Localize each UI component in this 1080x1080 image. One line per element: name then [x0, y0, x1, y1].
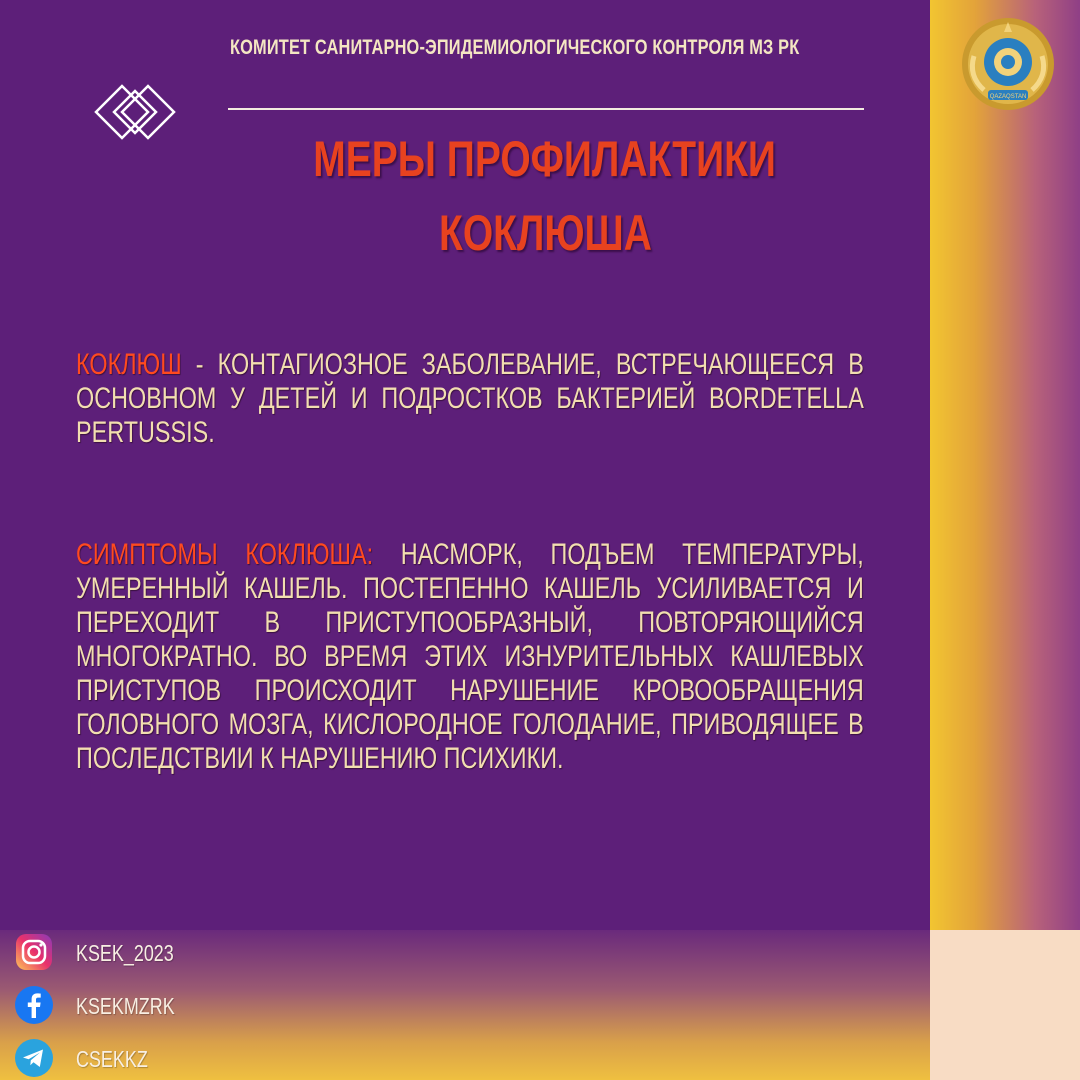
title-line-2: КОКЛЮША — [438, 205, 652, 261]
instagram-icon[interactable] — [14, 932, 54, 972]
organization-name: КОМИТЕТ САНИТАРНО-ЭПИДЕМИОЛОГИЧЕСКОГО КОНТРОЛЯ МЗ РК — [230, 36, 800, 59]
title-line-1: МЕРЫ ПРОФИЛАКТИКИ — [313, 131, 777, 187]
telegram-icon[interactable] — [14, 1038, 54, 1078]
facebook-icon[interactable] — [14, 985, 54, 1025]
social-telegram[interactable] — [14, 1038, 314, 1078]
definition-text: - КОНТАГИОЗНОЕ ЗАБОЛЕВАНИЕ, ВСТРЕЧАЮЩЕЕСЯ В ОСНОВНОМ У ДЕТЕЙ И ПОДРОСТКОВ БАКТЕРИЕЙ BORDETELLA PERTUSSIS. — [76, 348, 864, 449]
instagram-handle[interactable]: KSEK_2023 — [76, 940, 174, 966]
page-title — [230, 122, 860, 270]
symptoms-text: НАСМОРК, ПОДЪЕМ ТЕМПЕРАТУРЫ, УМЕРЕННЫЙ КАШЕЛЬ. ПОСТЕПЕННО КАШЕЛЬ УСИЛИВАЕТСЯ И ПЕРЕХОДИТ В ПРИСТУПООБРАЗНЫЙ, ПОВТОРЯЮЩИЙСЯ МНОГОКРАТНО. ВО ВРЕМЯ ЭТИХ ИЗНУРИТЕЛЬНЫХ КАШЛЕВЫХ ПРИСТУПОВ ПРОИСХОДИТ НАРУШЕНИЕ КРОВООБРАЩЕНИЯ ГОЛОВНОГО МОЗГА, КИСЛОРОДНОЕ ГОЛОДАНИЕ, ПРИВОДЯЩЕЕ В ПОСЛЕДСТВИИ К НАРУШЕНИЮ ПСИХИКИ. — [76, 538, 864, 775]
social-facebook[interactable] — [14, 985, 314, 1025]
header-divider — [228, 108, 864, 110]
gradient-sidebar — [930, 0, 1080, 930]
corner-block — [930, 930, 1080, 1080]
state-emblem-icon — [960, 16, 1056, 112]
emblem-label: QAZAQSTAN — [989, 94, 1027, 100]
telegram-handle[interactable]: CSEKKZ — [76, 1046, 148, 1072]
symptoms-paragraph — [76, 538, 864, 776]
social-instagram[interactable] — [14, 932, 314, 972]
definition-paragraph — [76, 348, 864, 450]
symptoms-heading: СИМПТОМЫ КОКЛЮША: — [76, 538, 374, 571]
facebook-handle[interactable]: KSEKMZRK — [76, 993, 175, 1019]
definition-term: КОКЛЮШ — [76, 348, 182, 381]
diamond-logo-icon — [92, 82, 178, 142]
